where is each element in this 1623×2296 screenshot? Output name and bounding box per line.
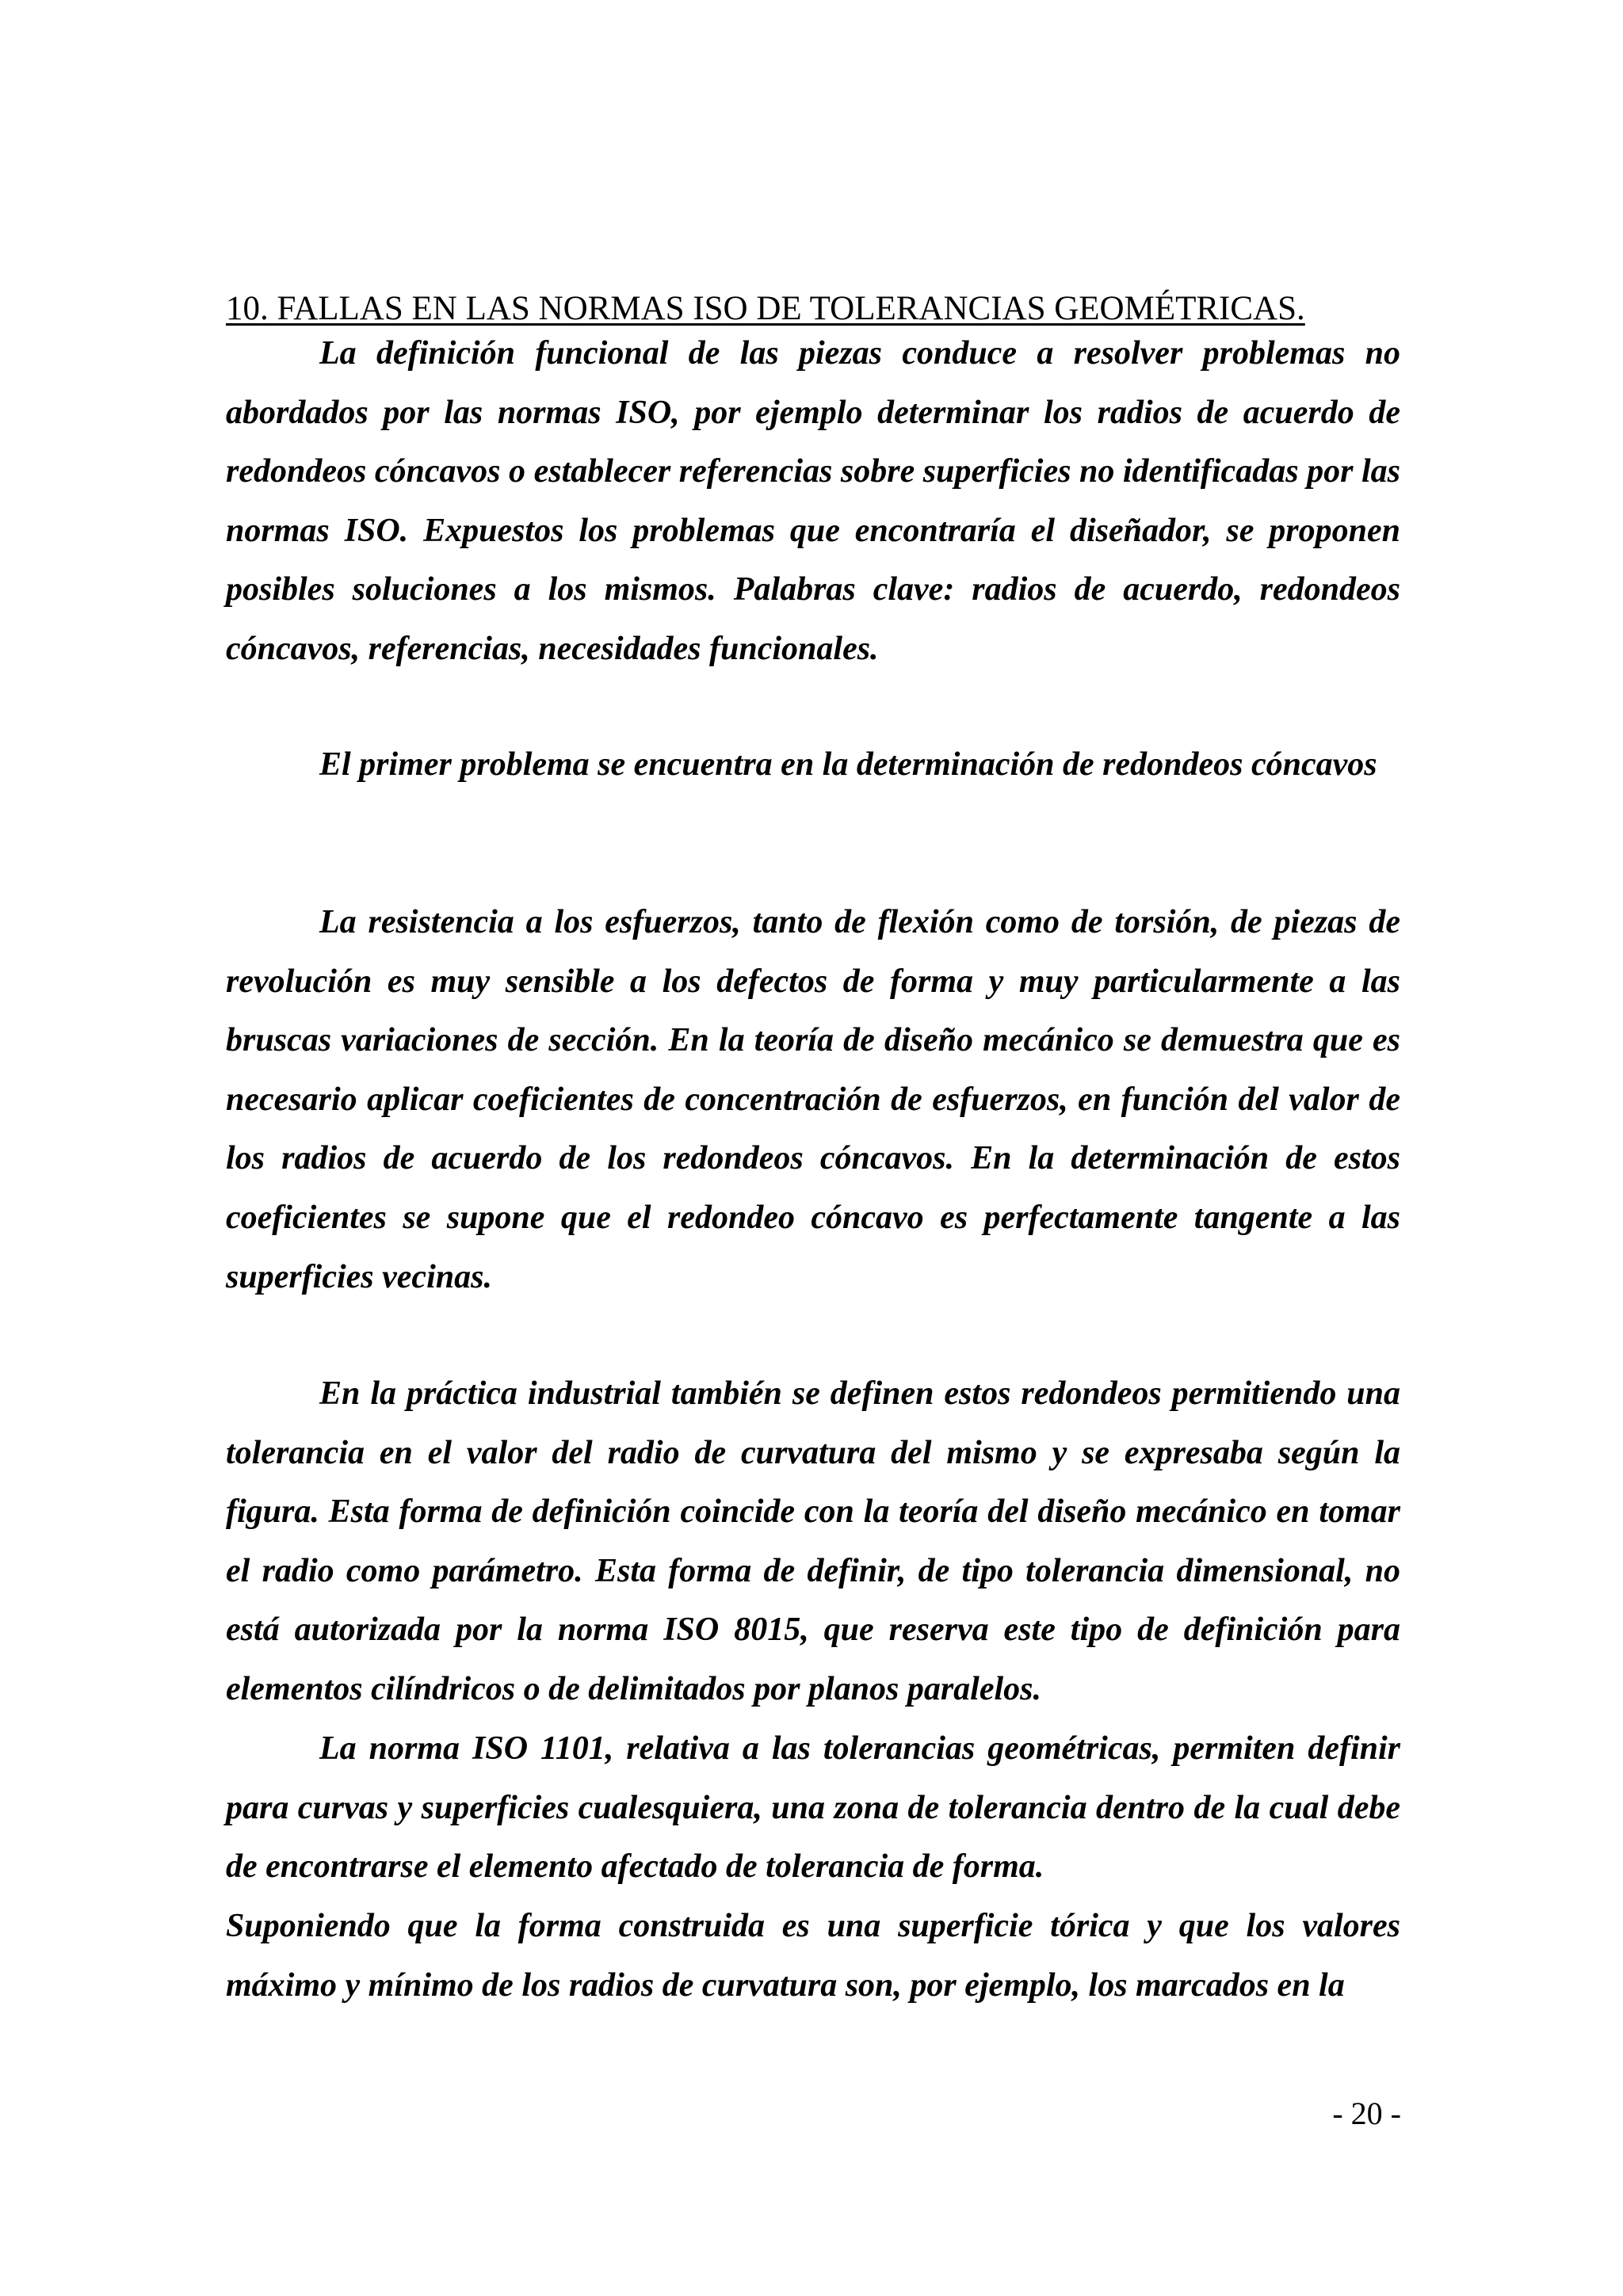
- page-number: - 20 -: [1332, 2096, 1401, 2131]
- paragraph-iso-1101: La norma ISO 1101, relativa a las tolerancias geométricas, permiten definir para curvas y superficies cualesquiera, una zona de tolerancia dentro de la cual debe de encontrarse el elemento afectado de tolerancia de forma.: [226, 1730, 1400, 1886]
- paragraph-toric-surface: Suponiendo que la forma construida es una superficie tórica y que los valores máximo y mínimo de los radios de curvatura son, por ejemplo, los marcados en la: [226, 1908, 1400, 2004]
- section-heading: 10. FALLAS EN LAS NORMAS ISO DE TOLERANCIAS GEOMÉTRICAS.: [226, 290, 1305, 327]
- paragraph-industrial-practice: En la práctica industrial también se definen estos redondeos permitiendo una tolerancia en el valor del radio de curvatura del mismo y se expresaba según la figura. Esta forma de definición coincide con la teoría del diseño mecánico en tomar el radio como parámetro. Esta forma de definir, de tipo tolerancia dimensional, no está autorizada por la norma ISO 8015, que reserva este tipo de definición para elementos cilíndricos o de delimitados por planos paralelos.: [226, 1375, 1400, 1707]
- paragraph-stress-resistance: La resistencia a los esfuerzos, tanto de flexión como de torsión, de piezas de revolución es muy sensible a los defectos de forma y muy particularmente a las bruscas variaciones de sección. En la teoría de diseño mecánico se demuestra que es necesario aplicar coeficientes de concentración de esfuerzos, en función del valor de los radios de acuerdo de los redondeos cóncavos. En la determinación de estos coeficientes se supone que el redondeo cóncavo es perfectamente tangente a las superficies vecinas.: [226, 904, 1400, 1295]
- paragraph-abstract: La definición funcional de las piezas conduce a resolver problemas no abordados por las normas ISO, por ejemplo determinar los radios de acuerdo de redondeos cóncavos o establecer referencias sobre superficies no identificadas por las normas ISO. Expuestos los problemas que encontraría el diseñador, se proponen posibles soluciones a los mismos. Palabras clave: radios de acuerdo, redondeos cóncavos, referencias, necesidades funcionales.: [226, 335, 1400, 667]
- paragraph-first-problem: El primer problema se encuentra en la determinación de redondeos cóncavos: [319, 746, 1377, 783]
